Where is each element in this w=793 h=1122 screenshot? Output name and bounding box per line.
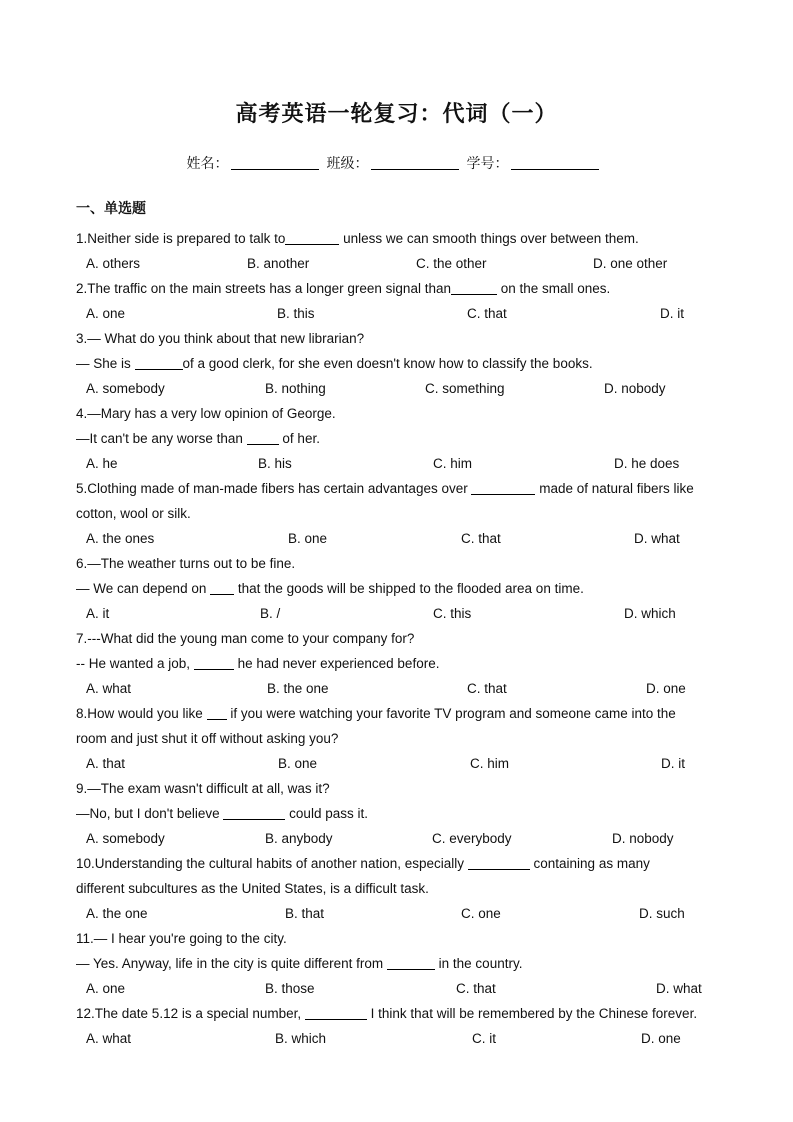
answer-option[interactable]: B. / (260, 606, 281, 621)
student-info-row (0, 153, 793, 173)
answer-option[interactable]: D. nobody (612, 831, 674, 846)
answer-blank[interactable] (194, 655, 234, 670)
question-text: if you were watching your favorite TV program and someone came into the (226, 706, 676, 721)
question-text: — We can depend on (76, 581, 211, 596)
answer-blank[interactable] (207, 705, 227, 720)
question-text: -- He wanted a job, (76, 656, 194, 671)
question-text: in the country. (434, 956, 523, 971)
answer-option[interactable]: A. he (86, 456, 118, 471)
answer-option[interactable]: A. one (86, 306, 126, 321)
answer-option[interactable]: C. that (467, 306, 507, 321)
question-text: 11.— I hear you're going to the city. (76, 931, 287, 946)
question-text: — She is (76, 356, 135, 371)
answer-option[interactable]: C. it (472, 1031, 497, 1046)
answer-option[interactable]: A. others (86, 256, 141, 271)
class-blank[interactable] (371, 155, 459, 170)
answer-blank[interactable] (247, 430, 279, 445)
question-text: I think that will be remembered by the Chinese forever. (366, 1006, 698, 1021)
question-text: on the small ones. (496, 281, 611, 296)
question-text: could pass it. (285, 806, 368, 821)
question-text: 7.---What did the young man come to your company for? (76, 631, 415, 646)
question-text: cotton, wool or silk. (76, 506, 191, 521)
answer-option[interactable]: D. he does (614, 456, 680, 471)
student-id-label: 学号： (466, 156, 509, 172)
name-blank[interactable] (231, 155, 319, 170)
section-title: 一、单选题 (76, 201, 146, 217)
question-list (76, 229, 726, 1054)
options-row (76, 904, 726, 929)
student-id-blank[interactable] (511, 155, 599, 170)
answer-option[interactable]: D. what (634, 531, 680, 546)
answer-option[interactable]: C. one (461, 906, 501, 921)
answer-blank[interactable] (468, 855, 530, 870)
question-text-line (76, 404, 726, 429)
answer-option[interactable]: A. the ones (86, 531, 155, 546)
answer-option[interactable]: C. him (433, 456, 473, 471)
question-text: —It can't be any worse than (76, 431, 247, 446)
question-text: 4.—Mary has a very low opinion of George. (76, 406, 336, 421)
answer-option[interactable]: B. this (277, 306, 315, 321)
answer-option[interactable]: C. something (425, 381, 505, 396)
answer-option[interactable]: D. which (624, 606, 676, 621)
answer-option[interactable]: A. one (86, 981, 126, 996)
question-text-line (76, 329, 726, 354)
answer-blank[interactable] (387, 955, 435, 970)
options-row (76, 254, 726, 279)
answer-option[interactable]: B. those (265, 981, 315, 996)
options-row (76, 604, 726, 629)
question-text-line (76, 879, 726, 904)
answer-option[interactable]: B. one (288, 531, 328, 546)
answer-option[interactable]: A. the one (86, 906, 148, 921)
answer-option[interactable]: D. such (639, 906, 685, 921)
options-row (76, 1029, 726, 1054)
options-row (76, 679, 726, 704)
question-text: of a good clerk, for she even doesn't know how to classify the books. (182, 356, 593, 371)
class-label: 班级： (326, 156, 369, 172)
question-text-line (76, 554, 726, 579)
question-text-line (76, 729, 726, 754)
question-text: —No, but I don't believe (76, 806, 224, 821)
question-text: 9.—The exam wasn't difficult at all, was it? (76, 781, 330, 796)
question-text-line (76, 779, 726, 804)
question-text-line (76, 929, 726, 954)
question-text: containing as many (529, 856, 650, 871)
answer-option[interactable]: D. one (641, 1031, 681, 1046)
question-text: of her. (278, 431, 320, 446)
answer-blank[interactable] (210, 580, 234, 595)
answer-option[interactable]: D. what (656, 981, 702, 996)
question-text: room and just shut it off without asking you? (76, 731, 339, 746)
options-row (76, 304, 726, 329)
answer-option[interactable]: D. it (661, 756, 686, 771)
answer-option[interactable]: C. that (467, 681, 507, 696)
question-text: that the goods will be shipped to the flooded area on time. (234, 581, 584, 596)
question-text-line (76, 229, 726, 254)
question-text: 6.—The weather turns out to be fine. (76, 556, 296, 571)
question-text-line (76, 354, 726, 379)
answer-blank[interactable] (451, 280, 497, 295)
question-text: 8.How would you like (76, 706, 207, 721)
answer-option[interactable]: D. one other (593, 256, 668, 271)
answer-option[interactable]: B. one (278, 756, 318, 771)
answer-option[interactable]: B. anybody (265, 831, 333, 846)
answer-blank[interactable] (471, 480, 535, 495)
question-text: made of natural fibers like (535, 481, 694, 496)
question-text: — Yes. Anyway, life in the city is quite different from (76, 956, 387, 971)
answer-option[interactable]: A. what (86, 1031, 132, 1046)
options-row (76, 454, 726, 479)
question-text-line (76, 854, 726, 879)
name-label: 姓名： (186, 156, 229, 172)
question-text-line (76, 654, 726, 679)
answer-option[interactable]: B. the one (267, 681, 329, 696)
answer-option[interactable]: A. somebody (86, 831, 165, 846)
question-text: 1.Neither side is prepared to talk to (76, 231, 286, 246)
answer-option[interactable]: B. nothing (265, 381, 326, 396)
question-text-line (76, 504, 726, 529)
options-row (76, 979, 726, 1004)
answer-blank[interactable] (135, 355, 183, 370)
answer-option[interactable]: C. that (456, 981, 496, 996)
options-row (76, 379, 726, 404)
answer-blank[interactable] (285, 230, 339, 245)
question-text-line (76, 479, 726, 504)
answer-option[interactable]: A. what (86, 681, 132, 696)
answer-blank[interactable] (305, 1005, 367, 1020)
answer-option[interactable]: C. him (470, 756, 510, 771)
question-text: 12.The date 5.12 is a special number, (76, 1006, 305, 1021)
question-text-line (76, 429, 726, 454)
page-title: 高考英语一轮复习：代词（一） (235, 102, 558, 127)
question-text-line (76, 579, 726, 604)
answer-option[interactable]: C. everybody (432, 831, 512, 846)
question-text-line (76, 1004, 726, 1029)
question-text: 10.Understanding the cultural habits of another nation, especially (76, 856, 468, 871)
question-text: 2.The traffic on the main streets has a longer green signal than (76, 281, 451, 296)
answer-option[interactable]: B. another (247, 256, 310, 271)
options-row (76, 754, 726, 779)
question-text: 5.Clothing made of man-made fibers has certain advantages over (76, 481, 472, 496)
answer-option[interactable]: A. somebody (86, 381, 165, 396)
answer-blank[interactable] (223, 805, 285, 820)
answer-option[interactable]: C. this (433, 606, 472, 621)
answer-option[interactable]: B. that (285, 906, 325, 921)
answer-option[interactable]: B. his (258, 456, 292, 471)
answer-option[interactable]: D. one (646, 681, 686, 696)
question-text-line (76, 804, 726, 829)
question-text: 3.— What do you think about that new librarian? (76, 331, 365, 346)
answer-option[interactable]: B. which (275, 1031, 327, 1046)
answer-option[interactable]: C. that (461, 531, 501, 546)
question-text-line (76, 704, 726, 729)
answer-option[interactable]: D. nobody (604, 381, 666, 396)
question-text: he had never experienced before. (233, 656, 440, 671)
answer-option[interactable]: D. it (660, 306, 685, 321)
question-text-line (76, 629, 726, 654)
options-row (76, 829, 726, 854)
question-text-line (76, 279, 726, 304)
options-row (76, 529, 726, 554)
question-text-line (76, 954, 726, 979)
question-text: different subcultures as the United States, is a difficult task. (76, 881, 429, 896)
answer-option[interactable]: C. the other (416, 256, 487, 271)
question-text: unless we can smooth things over between them. (339, 231, 639, 246)
answer-option[interactable]: A. that (86, 756, 126, 771)
answer-option[interactable]: A. it (86, 606, 110, 621)
